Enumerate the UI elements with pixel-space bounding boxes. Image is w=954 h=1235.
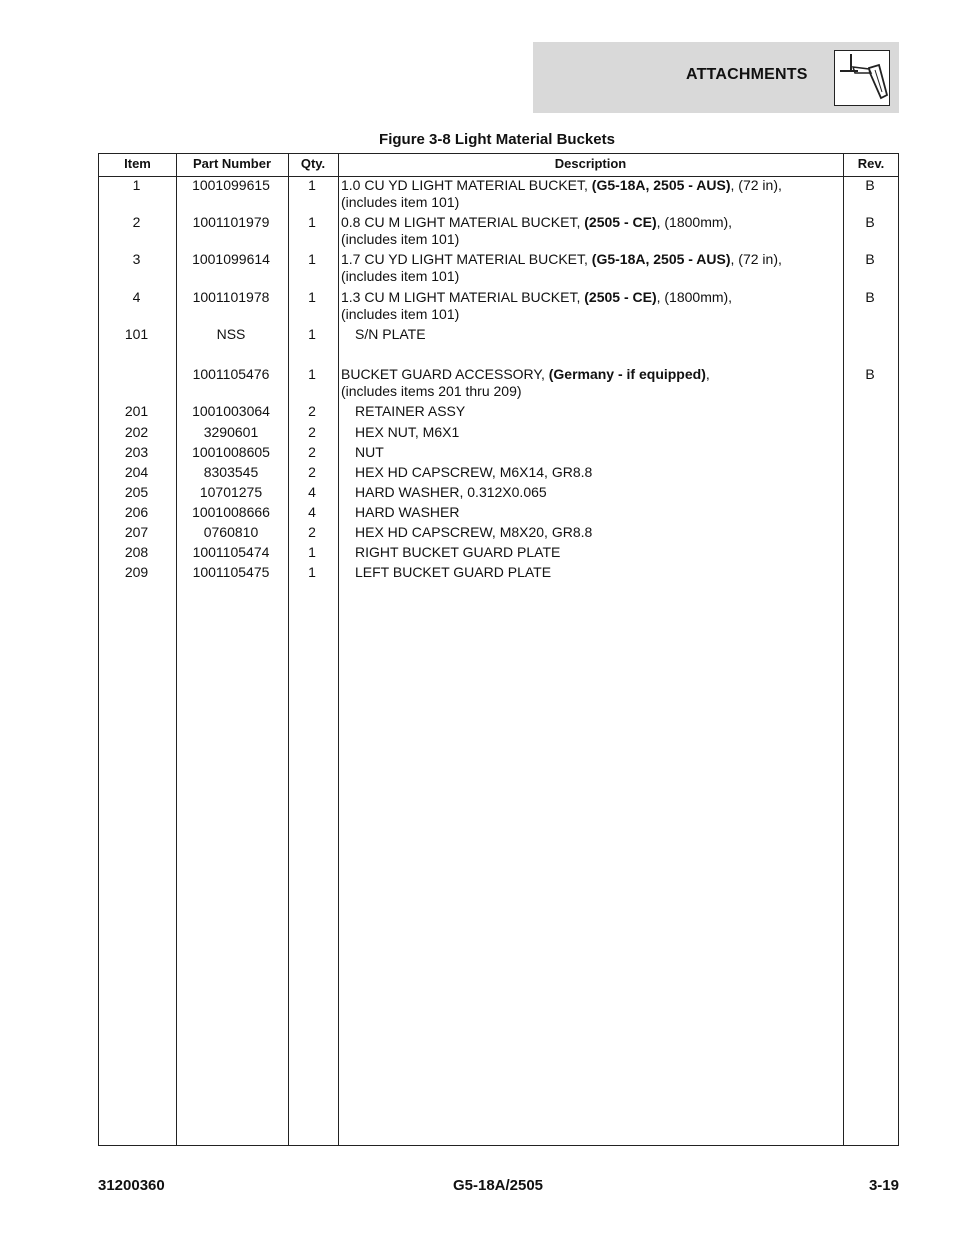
description-line <box>355 403 850 420</box>
column-header-description: Description <box>554 156 627 171</box>
description <box>341 366 836 400</box>
part-number: 1001003064 <box>192 403 270 419</box>
description-text: S/N PLATE <box>355 326 426 342</box>
description-suffix: , (1800mm), <box>656 214 733 230</box>
item-number: 207 <box>124 524 149 540</box>
description-line <box>341 251 836 268</box>
description-model-note: (2505 - CE) <box>584 214 657 230</box>
footer-page-number: 3-19 <box>868 1177 899 1194</box>
quantity: 2 <box>308 444 316 460</box>
description-line <box>341 177 836 194</box>
description <box>341 289 836 323</box>
footer-model: G5-18A/2505 <box>452 1177 544 1194</box>
description <box>355 464 850 481</box>
section-title: ATTACHMENTS <box>686 66 808 83</box>
description-includes: (includes item 101) <box>341 194 460 210</box>
description-text: 0.8 CU M LIGHT MATERIAL BUCKET, <box>341 214 585 230</box>
description-line <box>341 289 836 306</box>
description <box>355 444 850 461</box>
quantity: 4 <box>308 504 316 520</box>
revision: B <box>865 289 875 305</box>
part-number: 1001101978 <box>192 289 270 305</box>
revision: B <box>865 251 875 267</box>
revision: B <box>865 214 875 230</box>
description <box>341 177 836 211</box>
description <box>355 424 850 441</box>
description-text: NUT <box>355 444 384 460</box>
figure-title: Figure 3-8 Light Material Buckets <box>379 131 615 148</box>
description-line <box>341 214 836 231</box>
description <box>355 484 850 501</box>
part-number: 1001099614 <box>192 251 270 267</box>
item-number: 208 <box>124 544 149 560</box>
column-divider <box>338 154 339 1145</box>
quantity: 1 <box>308 366 316 382</box>
description-line <box>355 326 850 343</box>
description-line <box>355 564 850 581</box>
description-suffix: , (1800mm), <box>656 289 733 305</box>
revision: B <box>865 366 875 382</box>
description-line <box>355 464 850 481</box>
description <box>341 214 836 248</box>
description-text: LEFT BUCKET GUARD PLATE <box>355 564 552 580</box>
part-number: 1001008605 <box>192 444 270 460</box>
description-suffix: , (72 in), <box>730 177 782 193</box>
description <box>355 524 850 541</box>
quantity: 1 <box>308 214 316 230</box>
quantity: 2 <box>308 524 316 540</box>
item-number: 101 <box>124 326 149 342</box>
quantity: 4 <box>308 484 316 500</box>
description-text: 1.3 CU M LIGHT MATERIAL BUCKET, <box>341 289 585 305</box>
column-header-qty: Qty. <box>300 156 326 171</box>
item-number: 209 <box>124 564 149 580</box>
item-number: 204 <box>124 464 149 480</box>
quantity: 1 <box>308 544 316 560</box>
part-number: 8303545 <box>203 464 259 480</box>
description <box>355 564 850 581</box>
quantity: 1 <box>308 326 316 342</box>
description-includes: (includes item 101) <box>341 306 460 322</box>
column-header-rev: Rev. <box>857 156 885 171</box>
description <box>355 544 850 561</box>
part-number: 1001099615 <box>192 177 270 193</box>
quantity: 2 <box>308 424 316 440</box>
description-text: HARD WASHER, 0.312X0.065 <box>355 484 547 500</box>
description-model-note: (Germany - if equipped) <box>548 366 706 382</box>
description-text: 1.0 CU YD LIGHT MATERIAL BUCKET, <box>341 177 592 193</box>
quantity: 1 <box>308 564 316 580</box>
quantity: 2 <box>308 464 316 480</box>
item-number: 1 <box>132 177 141 193</box>
description-line <box>355 424 850 441</box>
item-number: 202 <box>124 424 149 440</box>
item-number: 2 <box>132 214 141 230</box>
description <box>341 251 836 285</box>
description-line <box>341 366 836 383</box>
part-number: NSS <box>216 326 246 342</box>
description-text: 1.7 CU YD LIGHT MATERIAL BUCKET, <box>341 251 592 267</box>
item-number: 4 <box>132 289 141 305</box>
part-number: 3290601 <box>203 424 259 440</box>
description-suffix: , <box>705 366 710 382</box>
part-number: 1001008666 <box>192 504 270 520</box>
part-number: 0760810 <box>203 524 259 540</box>
part-number: 1001101979 <box>192 214 270 230</box>
description-model-note: (G5-18A, 2505 - AUS) <box>591 177 731 193</box>
description-model-note: (2505 - CE) <box>584 289 657 305</box>
column-header-item: Item <box>124 156 151 171</box>
description-text: RIGHT BUCKET GUARD PLATE <box>355 544 561 560</box>
description-line <box>355 504 850 521</box>
quantity: 1 <box>308 177 316 193</box>
description-includes: (includes items 201 thru 209) <box>341 383 522 399</box>
description-line <box>355 524 850 541</box>
description-line <box>355 444 850 461</box>
item-number: 201 <box>124 403 149 419</box>
quantity: 1 <box>308 251 316 267</box>
description-text: BUCKET GUARD ACCESSORY, <box>341 366 549 382</box>
footer-doc-number: 31200360 <box>98 1177 165 1194</box>
description-line <box>355 484 850 501</box>
quantity: 1 <box>308 289 316 305</box>
item-number: 3 <box>132 251 141 267</box>
description-line <box>355 544 850 561</box>
part-number: 1001105474 <box>192 544 270 560</box>
column-header-part-number: Part Number <box>192 156 272 171</box>
quantity: 2 <box>308 403 316 419</box>
attachment-tool-icon <box>834 50 890 106</box>
item-number: 206 <box>124 504 149 520</box>
part-number: 1001105475 <box>192 564 270 580</box>
item-number: 205 <box>124 484 149 500</box>
description-suffix: , (72 in), <box>730 251 782 267</box>
description-text: HEX NUT, M6X1 <box>355 424 460 440</box>
part-number: 1001105476 <box>192 366 270 382</box>
revision: B <box>865 177 875 193</box>
description <box>355 326 850 343</box>
part-number: 10701275 <box>199 484 263 500</box>
description-text: HARD WASHER <box>355 504 460 520</box>
description-text: RETAINER ASSY <box>355 403 466 419</box>
description-includes: (includes item 101) <box>341 231 460 247</box>
item-number: 203 <box>124 444 149 460</box>
description-text: HEX HD CAPSCREW, M6X14, GR8.8 <box>355 464 593 480</box>
description-text: HEX HD CAPSCREW, M8X20, GR8.8 <box>355 524 593 540</box>
description-model-note: (G5-18A, 2505 - AUS) <box>591 251 731 267</box>
description <box>355 403 850 420</box>
description-includes: (includes item 101) <box>341 268 460 284</box>
description <box>355 504 850 521</box>
